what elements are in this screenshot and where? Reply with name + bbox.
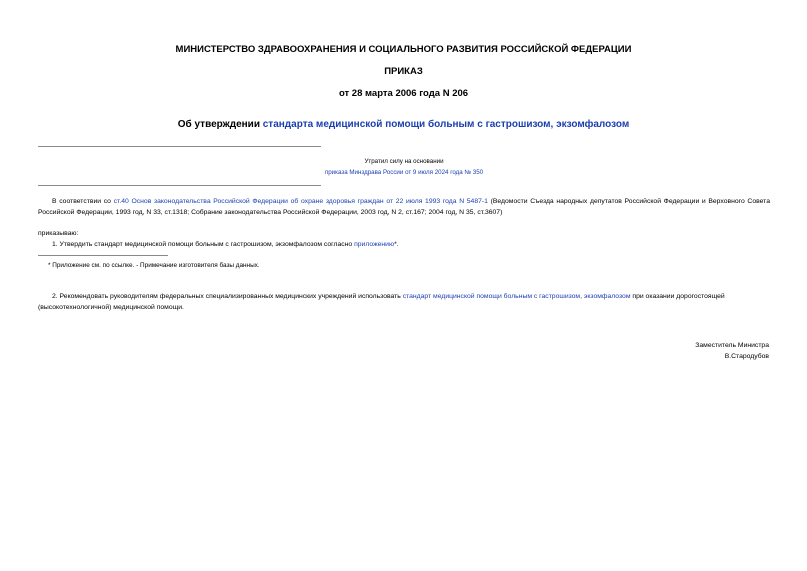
item-2-standard-link[interactable]: стандарт медицинской помощи больным с гастрошизом, экзомфалозом [402, 293, 631, 300]
item-2-prefix: 2. Рекомендовать руководителям федеральных специализированных медицинских учреждений использовать [52, 293, 403, 300]
signature-name: В.Стародубов [724, 353, 769, 360]
item-2 [38, 291, 770, 313]
basis-law-link[interactable]: ст.40 Основ законодательства Российской Федерации об охране здоровья граждан от 22 июля 1993 года N 5487-1 [113, 198, 488, 205]
item-2-suffix: при оказании дорогостоящей (высокотехнологичной) медицинской помощи. [38, 293, 725, 311]
item-1 [38, 239, 770, 250]
subject-standard-link[interactable]: стандарта медицинской помощи больным с гастрошизом, экзомфалозом [262, 119, 630, 130]
appendix-link[interactable]: приложению [354, 241, 395, 248]
status-note-link[interactable]: приказа Минздрава России от 9 июля 2024 года № 350 [324, 169, 484, 176]
signature-position: Заместитель Министра [695, 342, 769, 349]
status-note-text: Утратил силу на основании [364, 158, 444, 165]
footnote: * Приложение см. по ссылке. - Примечание изготовителя базы данных. [48, 262, 260, 269]
document-type: ПРИКАЗ [384, 66, 423, 77]
divider-top [38, 146, 321, 147]
order-word: приказываю: [38, 230, 79, 237]
basis-suffix: (Ведомости Съезда народных депутатов Российской Федерации и Верховного Совета Российской Федерации, 1993 год, N 33, ст.1318; Собрание законодательства Российской Федерации, 2003 год, N 2, ст.167; 2004 год, N 35, ст.3607) [38, 198, 771, 216]
ministry-heading: МИНИСТЕРСТВО ЗДРАВООХРАНЕНИЯ И СОЦИАЛЬНОГО РАЗВИТИЯ РОССИЙСКОЙ ФЕДЕРАЦИИ [175, 44, 632, 55]
divider-bottom [38, 185, 321, 186]
item-1-suffix: *. [394, 241, 399, 248]
basis-prefix: В соответствии со [52, 198, 114, 205]
footnote-divider [38, 255, 168, 256]
item-1-prefix: 1. Утвердить стандарт медицинской помощи больным с гастрошизом, экзомфалозом согласно [52, 241, 355, 248]
document-subject [0, 119, 807, 130]
document-date: от 28 марта 2006 года N 206 [338, 88, 469, 99]
basis-paragraph [38, 196, 770, 218]
subject-prefix: Об утверждении [177, 119, 263, 130]
